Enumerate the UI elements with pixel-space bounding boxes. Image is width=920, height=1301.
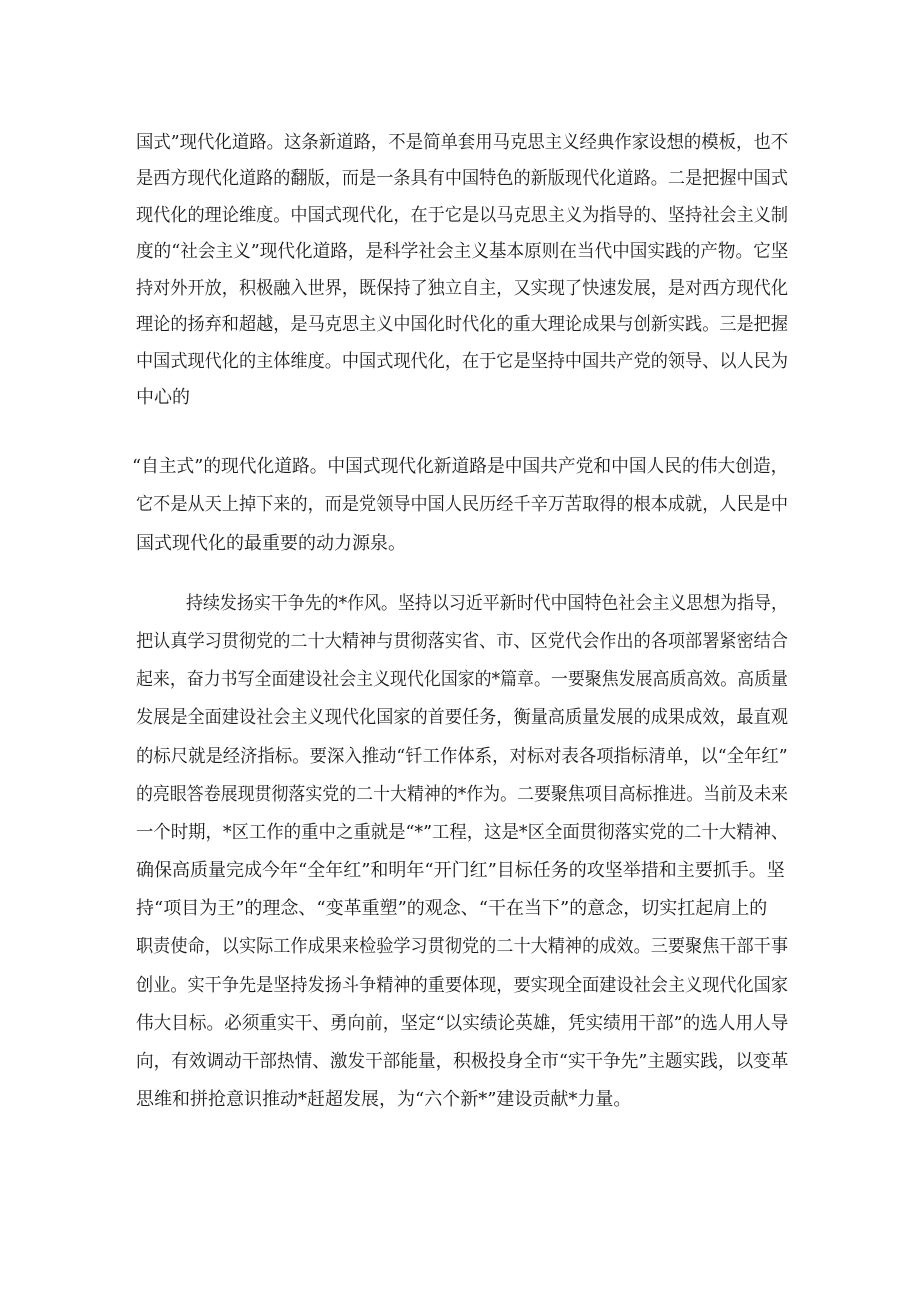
paragraph-2-line: 一个时期，*区工作的重中之重就是“*”工程，这是*区全面贯彻落实党的二十大精神、 [136,822,789,843]
paragraph-1-line: 现代化的理论维度。中国式现代化，在于它是以马克思主义为指导的、坚持社会主义制 [136,205,788,226]
paragraph-2-line: 创业。实干争先是坚持发扬斗争精神的重要体现，要实现全面建设社会主义现代化国家 [136,975,788,996]
paragraph-2-line: 伟大目标。必须重实干、勇向前，坚定“以实绩论英雄，凭实绩用干部”的选人用人导 [136,1013,789,1034]
paragraph-1-line: 度的“社会主义”现代化道路，是科学社会主义基本原则在当代中国实践的产物。它坚 [136,241,789,262]
paragraph-2-line: 把认真学习贯彻党的二十大精神与贯彻落实省、市、区党代会作出的各项部署紧密结合 [136,631,788,652]
paragraph-1-line: 持对外开放，积极融入世界，既保持了独立自主，又实现了快速发展，是对西方现代化 [136,278,788,299]
paragraph-2-line: 确保高质量完成今年“全年红”和明年“开门红”目标任务的攻坚举措和主要抓手。坚 [136,860,785,881]
paragraph-2-line: 发展是全面建设社会主义现代化国家的首要任务，衡量高质量发展的成果成效，最直观 [136,707,788,728]
paragraph-2-line: 起来，奋力书写全面建设社会主义现代化国家的*篇章。一要聚焦发展高质高效。高质量 [136,669,788,690]
paragraph-1-line: 国式现代化的最重要的动力源泉。 [136,533,406,554]
paragraph-1-line: 中国式现代化的主体维度。中国式现代化，在于它是坚持中国共产党的领导、以人民为 [136,351,788,372]
paragraph-2-line: 持续发扬实干争先的*作风。坚持以习近平新时代中国特色社会主义思想为指导， [186,593,789,614]
paragraph-1-line: 理论的扬弃和超越，是马克思主义中国化时代化的重大理论成果与创新实践。三是把握 [136,314,788,335]
paragraph-2-line: 的亮眼答卷展现贯彻落实党的二十大精神的*作为。二要聚焦项目高标推进。当前及未来 [136,784,788,805]
paragraph-1-line: 国式”现代化道路。这条新道路，不是简单套用马克思主义经典作家设想的模板，也不 [136,132,789,153]
paragraph-2-line: 的标尺就是经济指标。要深入推动“钎工作体系，对标对表各项指标清单，以“全年红” [136,746,788,767]
paragraph-2-line: 职责使命，以实际工作成果来检验学习贯彻党的二十大精神的成效。三要聚焦干部干事 [136,936,788,957]
paragraph-2-line: 持“项目为王”的理念、“变革重塑”的观念、“干在当下”的意念，切实扛起肩上的 [136,898,768,919]
paragraph-2-line: 向，有效调动干部热情、激发干部能量，积极投身全市“实干争先”主题实践，以变革 [136,1051,789,1072]
paragraph-1-line: “自主式”的现代化道路。中国式现代化新道路是中国共产党和中国人民的伟大创造， [132,456,789,477]
paragraph-2-line: 思维和拼抢意识推动*赶超发展，为“六个新*”建设贡献*力量。 [136,1089,632,1110]
paragraph-1-line: 中心的 [136,387,190,408]
paragraph-1-line: 是西方现代化道路的翻版，而是一条具有中国特色的新版现代化道路。二是把握中国式 [136,168,788,189]
paragraph-1-line: 它不是从天上掉下来的，而是党领导中国人民历经千辛万苦取得的根本成就，人民是中 [136,494,788,515]
